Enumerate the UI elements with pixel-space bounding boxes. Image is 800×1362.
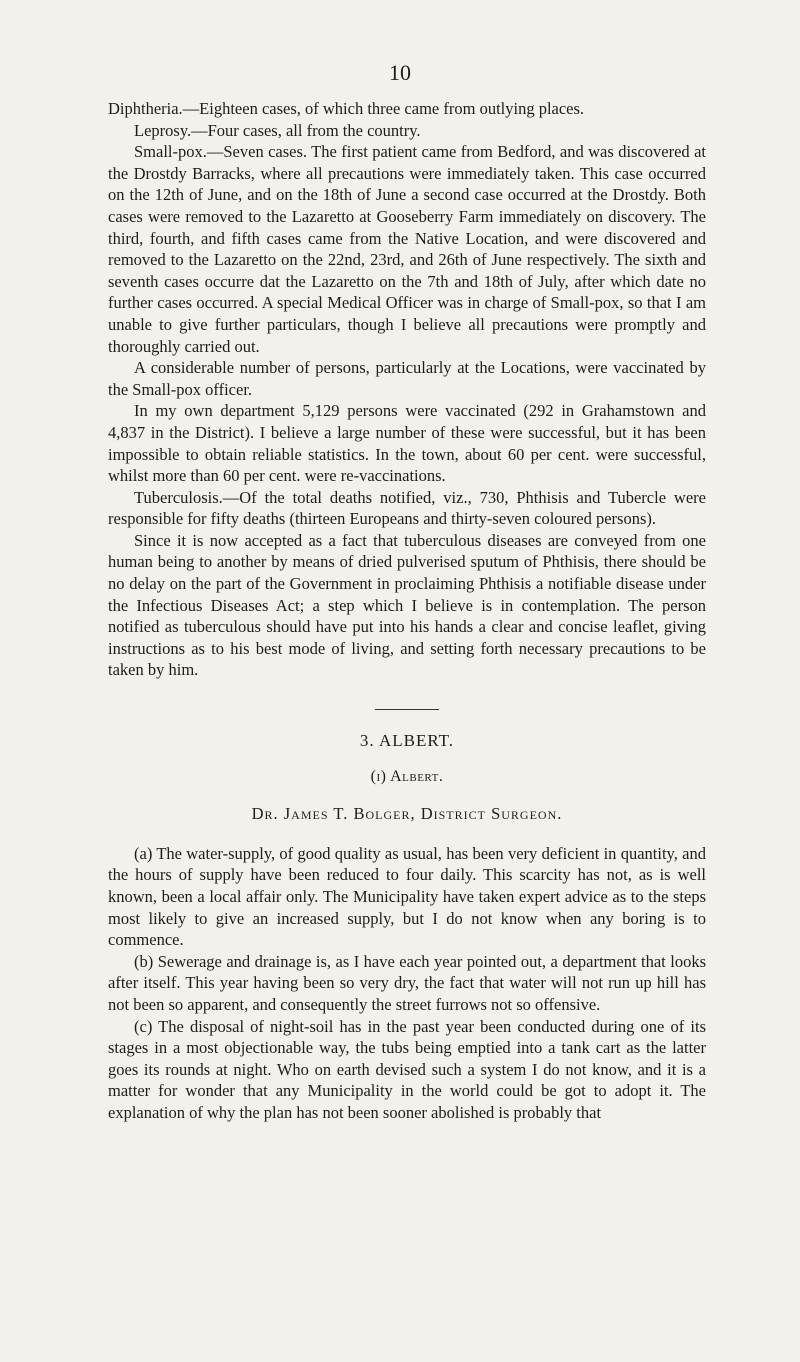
body-text xyxy=(108,98,706,1124)
paragraph-vaccination-stats: In my own department 5,129 persons were vaccinated (292 in Grahamstown and 4,837 in the District). I believe a large number of these were successful, but it has been impossible to obtain reliable statistics. In the town, about 60 per cent. were successful, whilst more than 60 per cent. were re-vaccinations. xyxy=(108,401,706,486)
paragraph-small-pox: Small-pox.—Seven cases. The first patient came from Bedford, and was discovered at the Drostdy Barracks, where all precautions were immediately taken. This case occurred on the 12th of June, and on the 18th of June a second case occurred at the Drostdy. Both cases were removed to the Lazaretto at Gooseberry Farm immediately on discovery. The third, fourth, and fifth cases came from the Native Location, and were discovered and removed to the Lazaretto on the 22nd, 23rd, and 26th of June respectively. The sixth and seventh cases occurre dat the Lazaretto on the 7th and 18th of July, after which date no further cases occurred. A special Medical Officer was in charge of Small-pox, so that I am unable to give further particulars, though I believe all precautions were promptly and thoroughly carried out. xyxy=(108,142,706,356)
paragraph-night-soil: (c) The disposal of night-soil has in the past year been conducted during one of its stages in a most objectionable way, the tubs being emptied into a tank cart as the latter goes its rounds at night. Who on earth devised such a system I do not know, and it is a matter for wonder that any Municipality in the world could be got to adopt it. The explanation of why the plan has not been sooner abolished is probably that xyxy=(108,1016,706,1122)
paragraph-water-supply: (a) The water-supply, of good quality as usual, has been very deficient in quantity, and the hours of supply have been reduced to four daily. This scarcity has not, as is well known, been a local affair only. The Municipality have taken expert advice as to the steps most likely to give an increased supply, but I do not know when any boring is to commence. xyxy=(108,843,706,950)
section-title: 3. ALBERT. xyxy=(359,731,455,751)
author-line: Dr. James T. Bolger, District Surgeon. xyxy=(251,804,563,824)
sub-section-title xyxy=(108,766,706,788)
paragraph-tuberculosis-policy: Since it is now accepted as a fact that tuberculous diseases are conveyed from one human being to another by means of dried pulverised sputum of Phthisis, there should be no delay on the part of the Government in proclaiming Phthisis a notifiable disease under the Infectious Diseases Act; a step which I believe is in contemplation. The person notified as tuberculous should have put into his hands a clear and concise leaflet, giving instructions as to his best mode of living, and setting forth necessary precautions to be taken by him. xyxy=(108,530,706,680)
paragraph-sewerage: (b) Sewerage and drainage is, as I have each year pointed out, a department that looks after itself. This year having been so very dry, the fact that water will not run up hill has not been so apparent, and consequently the street furrows not so offensive. xyxy=(108,951,706,1014)
page-number: 10 xyxy=(389,60,411,85)
sub-section-title-text: (i) Albert. xyxy=(370,767,444,785)
paragraph-tuberculosis: Tuberculosis.—Of the total deaths notified, viz., 730, Phthisis and Tubercle were responsible for fifty deaths (thirteen Europeans and thirty-seven coloured persons). xyxy=(108,487,706,529)
paragraph-leprosy: Leprosy.—Four cases, all from the country. xyxy=(134,120,421,140)
section-divider xyxy=(375,709,439,710)
paragraph-vaccinated-locations: A considerable number of persons, particularly at the Locations, were vaccinated by the Small-pox officer. xyxy=(108,358,706,399)
paragraph-diphtheria: Diphtheria.—Eighteen cases, of which three came from outlying places. xyxy=(108,99,585,118)
